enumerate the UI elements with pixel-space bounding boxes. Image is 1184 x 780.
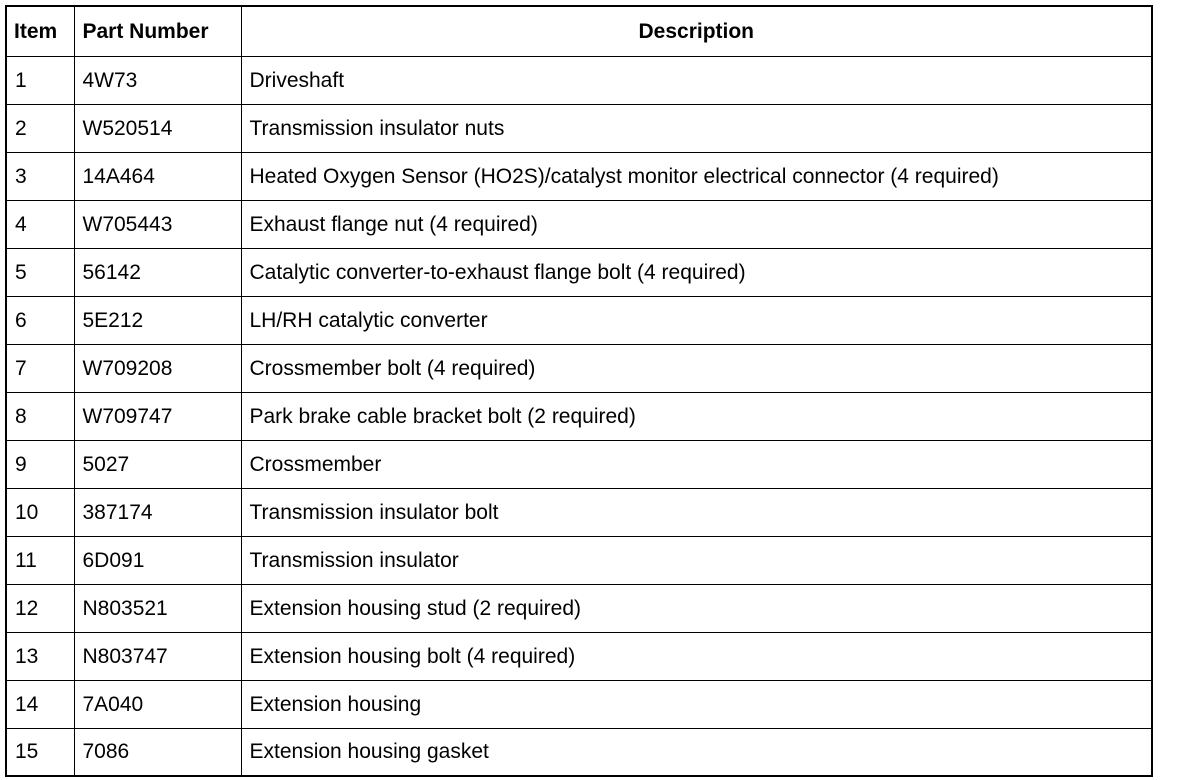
table-row: [6, 488, 1152, 536]
table-row: [6, 296, 1152, 344]
cell-description: Heated Oxygen Sensor (HO2S)/catalyst monitor electrical connector (4 required): [241, 152, 1152, 200]
table-row: [6, 392, 1152, 440]
cell-description: Extension housing gasket: [241, 728, 1152, 776]
cell-part-number: N803747: [74, 632, 241, 680]
cell-description: Crossmember: [241, 440, 1152, 488]
parts-table: [5, 5, 1153, 777]
cell-description: Transmission insulator bolt: [241, 488, 1152, 536]
cell-description: Exhaust flange nut (4 required): [241, 200, 1152, 248]
cell-part-number: 4W73: [74, 56, 241, 104]
table-row: [6, 152, 1152, 200]
table-row: [6, 200, 1152, 248]
cell-description: Extension housing stud (2 required): [241, 584, 1152, 632]
cell-part-number: 56142: [74, 248, 241, 296]
cell-part-number: 14A464: [74, 152, 241, 200]
cell-part-number: 5E212: [74, 296, 241, 344]
cell-part-number: N803521: [74, 584, 241, 632]
cell-part-number: 7086: [74, 728, 241, 776]
cell-item: 15: [6, 728, 74, 776]
cell-description: Transmission insulator nuts: [241, 104, 1152, 152]
table-row: [6, 440, 1152, 488]
cell-description: Transmission insulator: [241, 536, 1152, 584]
cell-item: 10: [6, 488, 74, 536]
table-body: [6, 56, 1152, 776]
table-row: [6, 344, 1152, 392]
cell-part-number: W705443: [74, 200, 241, 248]
table-row: [6, 104, 1152, 152]
cell-item: 14: [6, 680, 74, 728]
cell-item: 8: [6, 392, 74, 440]
cell-item: 4: [6, 200, 74, 248]
cell-description: Extension housing: [241, 680, 1152, 728]
cell-part-number: 5027: [74, 440, 241, 488]
table-row: [6, 728, 1152, 776]
cell-item: 6: [6, 296, 74, 344]
cell-item: 7: [6, 344, 74, 392]
cell-item: 11: [6, 536, 74, 584]
table-row: [6, 680, 1152, 728]
cell-item: 12: [6, 584, 74, 632]
cell-item: 2: [6, 104, 74, 152]
table-row: [6, 56, 1152, 104]
cell-description: Driveshaft: [241, 56, 1152, 104]
cell-item: 1: [6, 56, 74, 104]
header-row: [6, 6, 1152, 56]
cell-item: 3: [6, 152, 74, 200]
cell-part-number: 387174: [74, 488, 241, 536]
table-header: [6, 6, 1152, 56]
cell-item: 5: [6, 248, 74, 296]
cell-description: Park brake cable bracket bolt (2 required): [241, 392, 1152, 440]
table-row: [6, 248, 1152, 296]
cell-item: 9: [6, 440, 74, 488]
table-row: [6, 632, 1152, 680]
cell-part-number: 7A040: [74, 680, 241, 728]
cell-part-number: 6D091: [74, 536, 241, 584]
cell-part-number: W520514: [74, 104, 241, 152]
column-header-part-number: Part Number: [74, 6, 241, 56]
cell-item: 13: [6, 632, 74, 680]
column-header-description: Description: [241, 6, 1152, 56]
cell-description: Extension housing bolt (4 required): [241, 632, 1152, 680]
cell-description: Catalytic converter-to-exhaust flange bolt (4 required): [241, 248, 1152, 296]
column-header-item: Item: [6, 6, 74, 56]
table-row: [6, 584, 1152, 632]
cell-part-number: W709747: [74, 392, 241, 440]
cell-description: LH/RH catalytic converter: [241, 296, 1152, 344]
table-row: [6, 536, 1152, 584]
cell-description: Crossmember bolt (4 required): [241, 344, 1152, 392]
cell-part-number: W709208: [74, 344, 241, 392]
